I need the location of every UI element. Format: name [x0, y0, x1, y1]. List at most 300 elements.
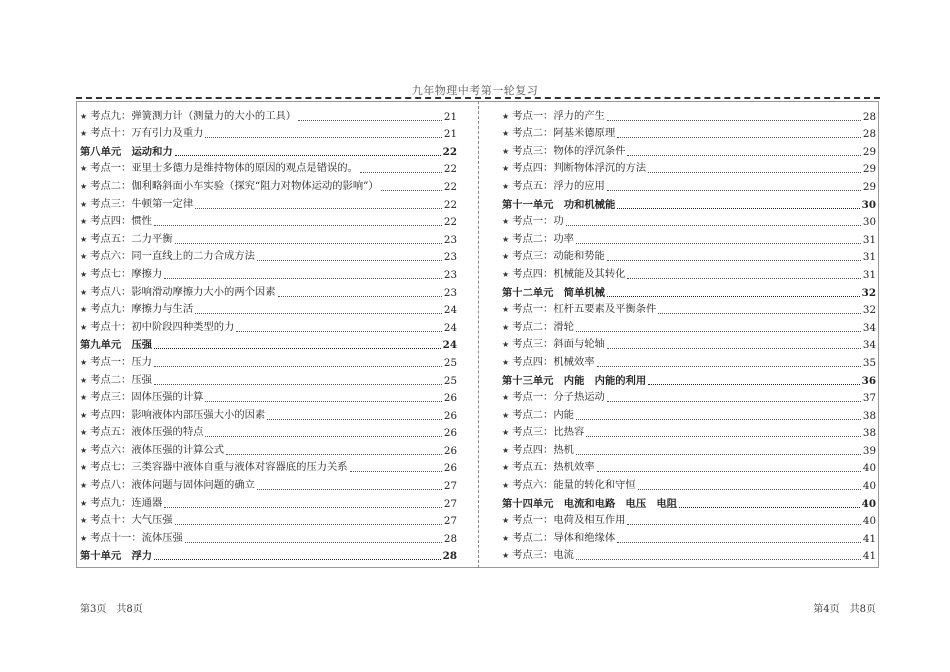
dot-leader — [576, 558, 861, 560]
toc-entry-text: 考点三：电流 — [512, 549, 574, 562]
toc-page-number: 25 — [443, 374, 457, 387]
toc-entry-text: 考点四：机械能及其转化 — [512, 267, 626, 280]
star-bullet-icon: ★ — [502, 305, 510, 315]
toc-point-entry[interactable] — [502, 300, 876, 318]
toc-point-entry[interactable] — [502, 405, 876, 423]
toc-page-number: 28 — [862, 110, 876, 123]
toc-point-entry[interactable] — [80, 176, 457, 194]
toc-point-entry[interactable] — [80, 423, 457, 441]
dot-leader — [175, 242, 442, 244]
toc-page-number: 25 — [443, 356, 457, 369]
toc-page-number: 26 — [443, 444, 457, 457]
toc-entry-label — [80, 408, 265, 423]
toc-page-number: 40 — [862, 515, 876, 528]
toc-page-number: 22 — [442, 145, 457, 158]
star-bullet-icon: ★ — [502, 164, 510, 174]
toc-entry-text: 第十四单元 电流和电路 电压 电阻 — [502, 497, 678, 510]
toc-point-entry[interactable] — [502, 124, 876, 142]
star-bullet-icon: ★ — [80, 481, 88, 491]
star-bullet-icon: ★ — [80, 410, 88, 420]
star-bullet-icon: ★ — [502, 463, 510, 473]
toc-point-entry[interactable] — [80, 511, 457, 529]
toc-point-entry[interactable] — [80, 159, 457, 177]
dot-leader — [154, 365, 442, 367]
toc-entry-text: 考点五：浮力的应用 — [512, 179, 605, 192]
toc-left-column — [80, 106, 457, 563]
toc-point-entry[interactable] — [80, 405, 457, 423]
dot-leader — [154, 558, 441, 560]
toc-point-entry[interactable] — [502, 335, 876, 353]
toc-page-number: 31 — [862, 233, 876, 246]
toc-entry-label — [502, 249, 605, 264]
star-bullet-icon: ★ — [502, 357, 510, 367]
toc-page-number: 40 — [862, 462, 876, 475]
toc-entry-label — [80, 338, 152, 352]
footer-page-right: 第4页 共8页 — [813, 604, 876, 615]
toc-entry-label — [502, 497, 677, 511]
page-header-title: 九年物理中考第一轮复习 — [411, 84, 539, 97]
toc-entry-text: 考点二：压强 — [90, 373, 152, 386]
star-bullet-icon: ★ — [80, 287, 88, 297]
toc-point-entry[interactable] — [80, 370, 457, 388]
toc-entry-label — [80, 390, 203, 405]
toc-entry-label — [80, 267, 162, 282]
toc-entry-text: 考点二：功率 — [512, 232, 574, 245]
toc-entry-text: 考点二：导体和绝缘体 — [512, 531, 616, 544]
toc-entry-label — [80, 214, 152, 229]
toc-point-entry[interactable] — [80, 229, 457, 247]
toc-point-entry[interactable] — [502, 423, 876, 441]
dot-leader — [627, 277, 860, 279]
star-bullet-icon: ★ — [80, 305, 88, 315]
dot-leader — [298, 119, 442, 121]
toc-page-number: 32 — [861, 286, 876, 299]
toc-entry-text: 考点三：牛顿第一定律 — [90, 197, 194, 210]
toc-entry-label — [502, 355, 595, 370]
toc-point-entry[interactable] — [80, 300, 457, 318]
toc-unit-entry[interactable] — [80, 546, 457, 564]
toc-page-number: 24 — [443, 304, 457, 317]
star-bullet-icon: ★ — [80, 375, 88, 385]
toc-page-number: 28 — [442, 550, 457, 563]
toc-entry-text: 考点三：物体的浮沉条件 — [512, 144, 626, 157]
toc-page-number: 27 — [443, 515, 457, 528]
toc-point-entry[interactable] — [80, 264, 457, 282]
star-bullet-icon: ★ — [502, 445, 510, 455]
toc-entry-label — [80, 549, 152, 563]
toc-entry-label — [80, 249, 255, 264]
toc-point-entry[interactable] — [502, 475, 876, 493]
toc-point-entry[interactable] — [502, 511, 876, 529]
toc-entry-label — [80, 478, 255, 493]
star-bullet-icon: ★ — [80, 533, 88, 543]
column-divider — [478, 101, 479, 568]
dot-leader — [175, 523, 442, 525]
dot-leader — [195, 207, 442, 209]
dot-leader — [226, 453, 442, 455]
toc-entry-label — [80, 355, 152, 370]
star-bullet-icon: ★ — [80, 445, 88, 455]
toc-entry-text: 考点二：内能 — [512, 408, 574, 421]
toc-entry-text: 考点五：液体压强的特点 — [90, 426, 204, 439]
dot-leader — [607, 119, 861, 121]
toc-unit-entry[interactable] — [502, 282, 876, 300]
dot-leader — [576, 242, 861, 244]
toc-unit-entry[interactable] — [502, 493, 876, 511]
toc-page-number: 34 — [862, 321, 876, 334]
toc-entry-label — [502, 425, 584, 440]
dot-leader — [576, 330, 861, 332]
toc-point-entry[interactable] — [80, 528, 457, 546]
toc-entry-label — [502, 232, 574, 247]
toc-page-number: 40 — [861, 497, 876, 510]
toc-point-entry[interactable] — [80, 317, 457, 335]
toc-page-number: 22 — [443, 163, 457, 176]
toc-entry-text: 考点三：动能和势能 — [512, 250, 605, 263]
star-bullet-icon: ★ — [80, 217, 88, 227]
toc-point-entry[interactable] — [80, 282, 457, 300]
dot-leader — [154, 224, 442, 226]
toc-entry-label — [80, 302, 193, 317]
toc-point-entry[interactable] — [502, 388, 876, 406]
toc-point-entry[interactable] — [502, 440, 876, 458]
toc-page-number: 24 — [443, 321, 457, 334]
toc-entry-text: 考点四：影响液体内部压强大小的因素 — [90, 408, 266, 421]
star-bullet-icon: ★ — [80, 181, 88, 191]
dot-leader — [257, 259, 442, 261]
toc-point-entry[interactable] — [502, 159, 876, 177]
toc-entry-label — [80, 197, 193, 212]
star-bullet-icon: ★ — [80, 357, 88, 367]
toc-entry-label — [502, 161, 646, 176]
dot-leader — [607, 259, 861, 261]
toc-entry-text: 考点十：万有引力及重力 — [90, 127, 204, 140]
dot-leader — [679, 506, 860, 508]
toc-point-entry[interactable] — [502, 528, 876, 546]
toc-entry-label — [502, 198, 615, 212]
star-bullet-icon: ★ — [80, 199, 88, 209]
star-bullet-icon: ★ — [80, 498, 88, 508]
toc-point-entry[interactable] — [502, 352, 876, 370]
toc-page-number: 28 — [443, 532, 457, 545]
dot-leader — [164, 506, 442, 508]
toc-entry-text: 考点九：摩擦力与生活 — [90, 303, 194, 316]
toc-entry-label — [80, 443, 224, 458]
toc-entry-label — [502, 126, 615, 141]
toc-entry-label — [80, 179, 379, 194]
star-bullet-icon: ★ — [80, 428, 88, 438]
dot-leader — [617, 207, 859, 209]
toc-entry-text: 考点二：伽利略斜面小车实验（探究“阻力对物体运动的影响”） — [90, 179, 379, 192]
toc-page-number: 23 — [443, 233, 457, 246]
toc-page-number: 36 — [861, 374, 876, 387]
toc-entry-text: 考点十：初中阶段四种类型的力 — [90, 320, 235, 333]
toc-point-entry[interactable] — [80, 352, 457, 370]
toc-entry-text: 考点一：分子热运动 — [512, 391, 605, 404]
toc-entry-label — [502, 548, 574, 563]
toc-entry-text: 考点七：三类容器中液体自重与液体对容器底的压力关系 — [90, 461, 348, 474]
dot-leader — [257, 488, 442, 490]
dot-leader — [597, 365, 861, 367]
toc-entry-text: 考点四：惯性 — [90, 215, 152, 228]
toc-entry-text: 考点五：二力平衡 — [90, 232, 173, 245]
toc-point-entry[interactable] — [502, 317, 876, 335]
toc-point-entry[interactable] — [80, 458, 457, 476]
toc-entry-text: 考点一：电荷及相互作用 — [512, 514, 626, 527]
toc-entry-label — [80, 320, 234, 335]
dot-leader — [278, 295, 442, 297]
dot-leader — [205, 400, 441, 402]
toc-entry-text: 考点二：阿基米德原理 — [512, 127, 616, 140]
toc-right-column — [502, 106, 876, 563]
toc-page-number: 21 — [443, 128, 457, 141]
toc-entry-label — [80, 285, 276, 300]
toc-entry-text: 第十三单元 内能 内能的利用 — [502, 374, 647, 387]
dot-leader — [627, 154, 860, 156]
toc-page-number: 31 — [862, 268, 876, 281]
toc-page-number: 23 — [443, 286, 457, 299]
star-bullet-icon: ★ — [502, 111, 510, 121]
star-bullet-icon: ★ — [502, 322, 510, 332]
dot-leader — [617, 136, 861, 138]
dot-leader — [205, 136, 441, 138]
star-bullet-icon: ★ — [80, 234, 88, 244]
toc-page-number: 28 — [862, 128, 876, 141]
star-bullet-icon: ★ — [502, 393, 510, 403]
toc-entry-text: 第十单元 浮力 — [80, 550, 153, 563]
toc-page-number: 26 — [443, 409, 457, 422]
dot-leader — [154, 347, 441, 349]
toc-page-number: 38 — [862, 409, 876, 422]
dot-leader — [175, 154, 441, 156]
toc-point-entry[interactable] — [80, 106, 457, 124]
toc-entry-label — [502, 267, 625, 282]
header-divider — [76, 97, 880, 99]
dot-leader — [360, 171, 442, 173]
toc-entry-text: 考点一：压力 — [90, 355, 152, 368]
toc-entry-text: 考点四：热机 — [512, 443, 574, 456]
toc-page-number: 22 — [443, 216, 457, 229]
toc-entry-label — [80, 373, 152, 388]
toc-point-entry[interactable] — [502, 458, 876, 476]
dot-leader — [195, 312, 442, 314]
dot-leader — [236, 330, 442, 332]
toc-page-number: 26 — [443, 462, 457, 475]
toc-page-number: 22 — [443, 180, 457, 193]
toc-page-number: 38 — [862, 427, 876, 440]
toc-point-entry[interactable] — [502, 176, 876, 194]
toc-unit-entry[interactable] — [502, 370, 876, 388]
toc-point-entry[interactable] — [502, 212, 876, 230]
toc-point-entry[interactable] — [80, 124, 457, 142]
toc-entry-text: 考点八：液体问题与固体问题的确立 — [90, 479, 255, 492]
toc-entry-label — [80, 232, 173, 247]
dot-leader — [267, 418, 442, 420]
toc-point-entry[interactable] — [80, 212, 457, 230]
toc-entry-label — [502, 408, 574, 423]
toc-unit-entry[interactable] — [80, 141, 457, 159]
star-bullet-icon: ★ — [502, 340, 510, 350]
toc-entry-label — [80, 425, 203, 440]
toc-page-number: 30 — [862, 216, 876, 229]
toc-point-entry[interactable] — [80, 247, 457, 265]
toc-page-number: 29 — [862, 180, 876, 193]
toc-entry-label — [502, 460, 595, 475]
toc-page-number: 40 — [862, 480, 876, 493]
toc-page-number: 35 — [862, 356, 876, 369]
star-bullet-icon: ★ — [80, 269, 88, 279]
toc-page-number: 30 — [861, 198, 876, 211]
toc-entry-label — [502, 390, 605, 405]
toc-point-entry[interactable] — [502, 229, 876, 247]
dot-leader — [607, 400, 861, 402]
star-bullet-icon: ★ — [80, 252, 88, 262]
star-bullet-icon: ★ — [502, 516, 510, 526]
star-bullet-icon: ★ — [502, 481, 510, 491]
toc-point-entry[interactable] — [502, 546, 876, 564]
toc-entry-label — [80, 460, 348, 475]
toc-entry-text: 考点九：弹簧测力计（测量力的大小的工具） — [90, 109, 297, 122]
toc-entry-text: 考点一：浮力的产生 — [512, 109, 605, 122]
toc-entry-label — [502, 337, 605, 352]
star-bullet-icon: ★ — [80, 516, 88, 526]
toc-page-number: 26 — [443, 392, 457, 405]
dot-leader — [617, 541, 861, 543]
toc-entry-label — [80, 496, 162, 511]
toc-point-entry[interactable] — [502, 247, 876, 265]
dot-leader — [205, 435, 441, 437]
toc-entry-text: 考点一：亚里士多德力是维持物体的原因的观点是错误的。 — [90, 162, 358, 175]
dot-leader — [597, 470, 861, 472]
star-bullet-icon: ★ — [80, 164, 88, 174]
dot-leader — [658, 312, 861, 314]
toc-point-entry[interactable] — [502, 141, 876, 159]
toc-entry-label — [502, 179, 605, 194]
toc-page-number: 26 — [443, 427, 457, 440]
dot-leader — [648, 171, 861, 173]
toc-page-number: 29 — [862, 145, 876, 158]
toc-entry-text: 考点一：杠杆五要素及平衡条件 — [512, 303, 657, 316]
star-bullet-icon: ★ — [502, 129, 510, 139]
toc-point-entry[interactable] — [80, 388, 457, 406]
dot-leader — [185, 541, 442, 543]
toc-entry-text: 第九单元 压强 — [80, 339, 153, 352]
toc-page-number: 34 — [862, 339, 876, 352]
star-bullet-icon: ★ — [502, 269, 510, 279]
star-bullet-icon: ★ — [80, 322, 88, 332]
toc-page-number: 27 — [443, 480, 457, 493]
toc-entry-text: 第十一单元 功和机械能 — [502, 198, 616, 211]
toc-entry-label — [502, 214, 564, 229]
dot-leader — [576, 418, 861, 420]
toc-entry-text: 考点八：影响滑动摩擦力大小的两个因素 — [90, 285, 276, 298]
toc-entry-text: 考点三：斜面与轮轴 — [512, 338, 605, 351]
star-bullet-icon: ★ — [502, 217, 510, 227]
toc-point-entry[interactable] — [502, 106, 876, 124]
dot-leader — [607, 347, 861, 349]
toc-page-number: 21 — [443, 110, 457, 123]
star-bullet-icon: ★ — [502, 551, 510, 561]
toc-page-number: 41 — [862, 532, 876, 545]
toc-unit-entry[interactable] — [80, 335, 457, 353]
toc-entry-label — [502, 302, 656, 317]
toc-point-entry[interactable] — [80, 194, 457, 212]
toc-entry-text: 第十二单元 简单机械 — [502, 286, 605, 299]
toc-entry-text: 考点四：机械效率 — [512, 355, 595, 368]
toc-entry-label — [502, 109, 605, 124]
toc-entry-text: 考点六：同一直线上的二力合成方法 — [90, 250, 255, 263]
toc-entry-label — [80, 126, 203, 141]
toc-entry-label — [502, 513, 625, 528]
toc-entry-label — [502, 374, 646, 388]
toc-point-entry[interactable] — [80, 440, 457, 458]
toc-page-number: 24 — [442, 339, 457, 352]
toc-page-number: 37 — [862, 392, 876, 405]
dot-leader — [566, 224, 861, 226]
dot-leader — [350, 470, 442, 472]
toc-entry-text: 考点二：滑轮 — [512, 320, 574, 333]
star-bullet-icon: ★ — [502, 533, 510, 543]
toc-entry-text: 考点三：固体压强的计算 — [90, 391, 204, 404]
dot-leader — [586, 435, 861, 437]
star-bullet-icon: ★ — [80, 463, 88, 473]
star-bullet-icon: ★ — [502, 252, 510, 262]
toc-unit-entry[interactable] — [502, 194, 876, 212]
dot-leader — [648, 383, 860, 385]
dot-leader — [627, 523, 860, 525]
toc-entry-label — [80, 109, 296, 124]
toc-entry-label — [502, 531, 615, 546]
star-bullet-icon: ★ — [502, 146, 510, 156]
toc-page-number: 41 — [862, 550, 876, 563]
dot-leader — [607, 295, 860, 297]
star-bullet-icon: ★ — [502, 181, 510, 191]
toc-point-entry[interactable] — [502, 264, 876, 282]
toc-entry-text: 考点十：大气压强 — [90, 514, 173, 527]
toc-page-number: 22 — [443, 198, 457, 211]
toc-entry-text: 考点一：功 — [512, 215, 564, 228]
toc-page-number: 32 — [862, 304, 876, 317]
toc-page-number: 31 — [862, 251, 876, 264]
toc-point-entry[interactable] — [80, 475, 457, 493]
toc-page-number: 29 — [862, 163, 876, 176]
toc-entry-text: 考点六：液体压强的计算公式 — [90, 443, 225, 456]
toc-entry-label — [502, 320, 574, 335]
toc-entry-label — [80, 513, 173, 528]
star-bullet-icon: ★ — [80, 129, 88, 139]
toc-entry-text: 考点四：判断物体浮沉的方法 — [512, 162, 647, 175]
star-bullet-icon: ★ — [502, 410, 510, 420]
toc-entry-text: 考点六：能量的转化和守恒 — [512, 479, 636, 492]
star-bullet-icon: ★ — [502, 428, 510, 438]
dot-leader — [576, 453, 861, 455]
toc-entry-label — [502, 443, 574, 458]
dot-leader — [164, 277, 442, 279]
dot-leader — [607, 189, 861, 191]
toc-entry-label — [80, 161, 358, 176]
toc-entry-text: 考点九：连通器 — [90, 496, 163, 509]
toc-point-entry[interactable] — [80, 493, 457, 511]
toc-entry-label — [502, 286, 605, 300]
toc-entry-text: 考点三：比热容 — [512, 426, 585, 439]
footer-page-left: 第3页 共8页 — [80, 604, 143, 615]
toc-entry-text: 考点五：热机效率 — [512, 461, 595, 474]
toc-page-number: 23 — [443, 268, 457, 281]
toc-entry-text: 考点七：摩擦力 — [90, 267, 163, 280]
toc-entry-text: 考点十一：流体压强 — [90, 531, 183, 544]
toc-page-number: 27 — [443, 497, 457, 510]
star-bullet-icon: ★ — [80, 111, 88, 121]
